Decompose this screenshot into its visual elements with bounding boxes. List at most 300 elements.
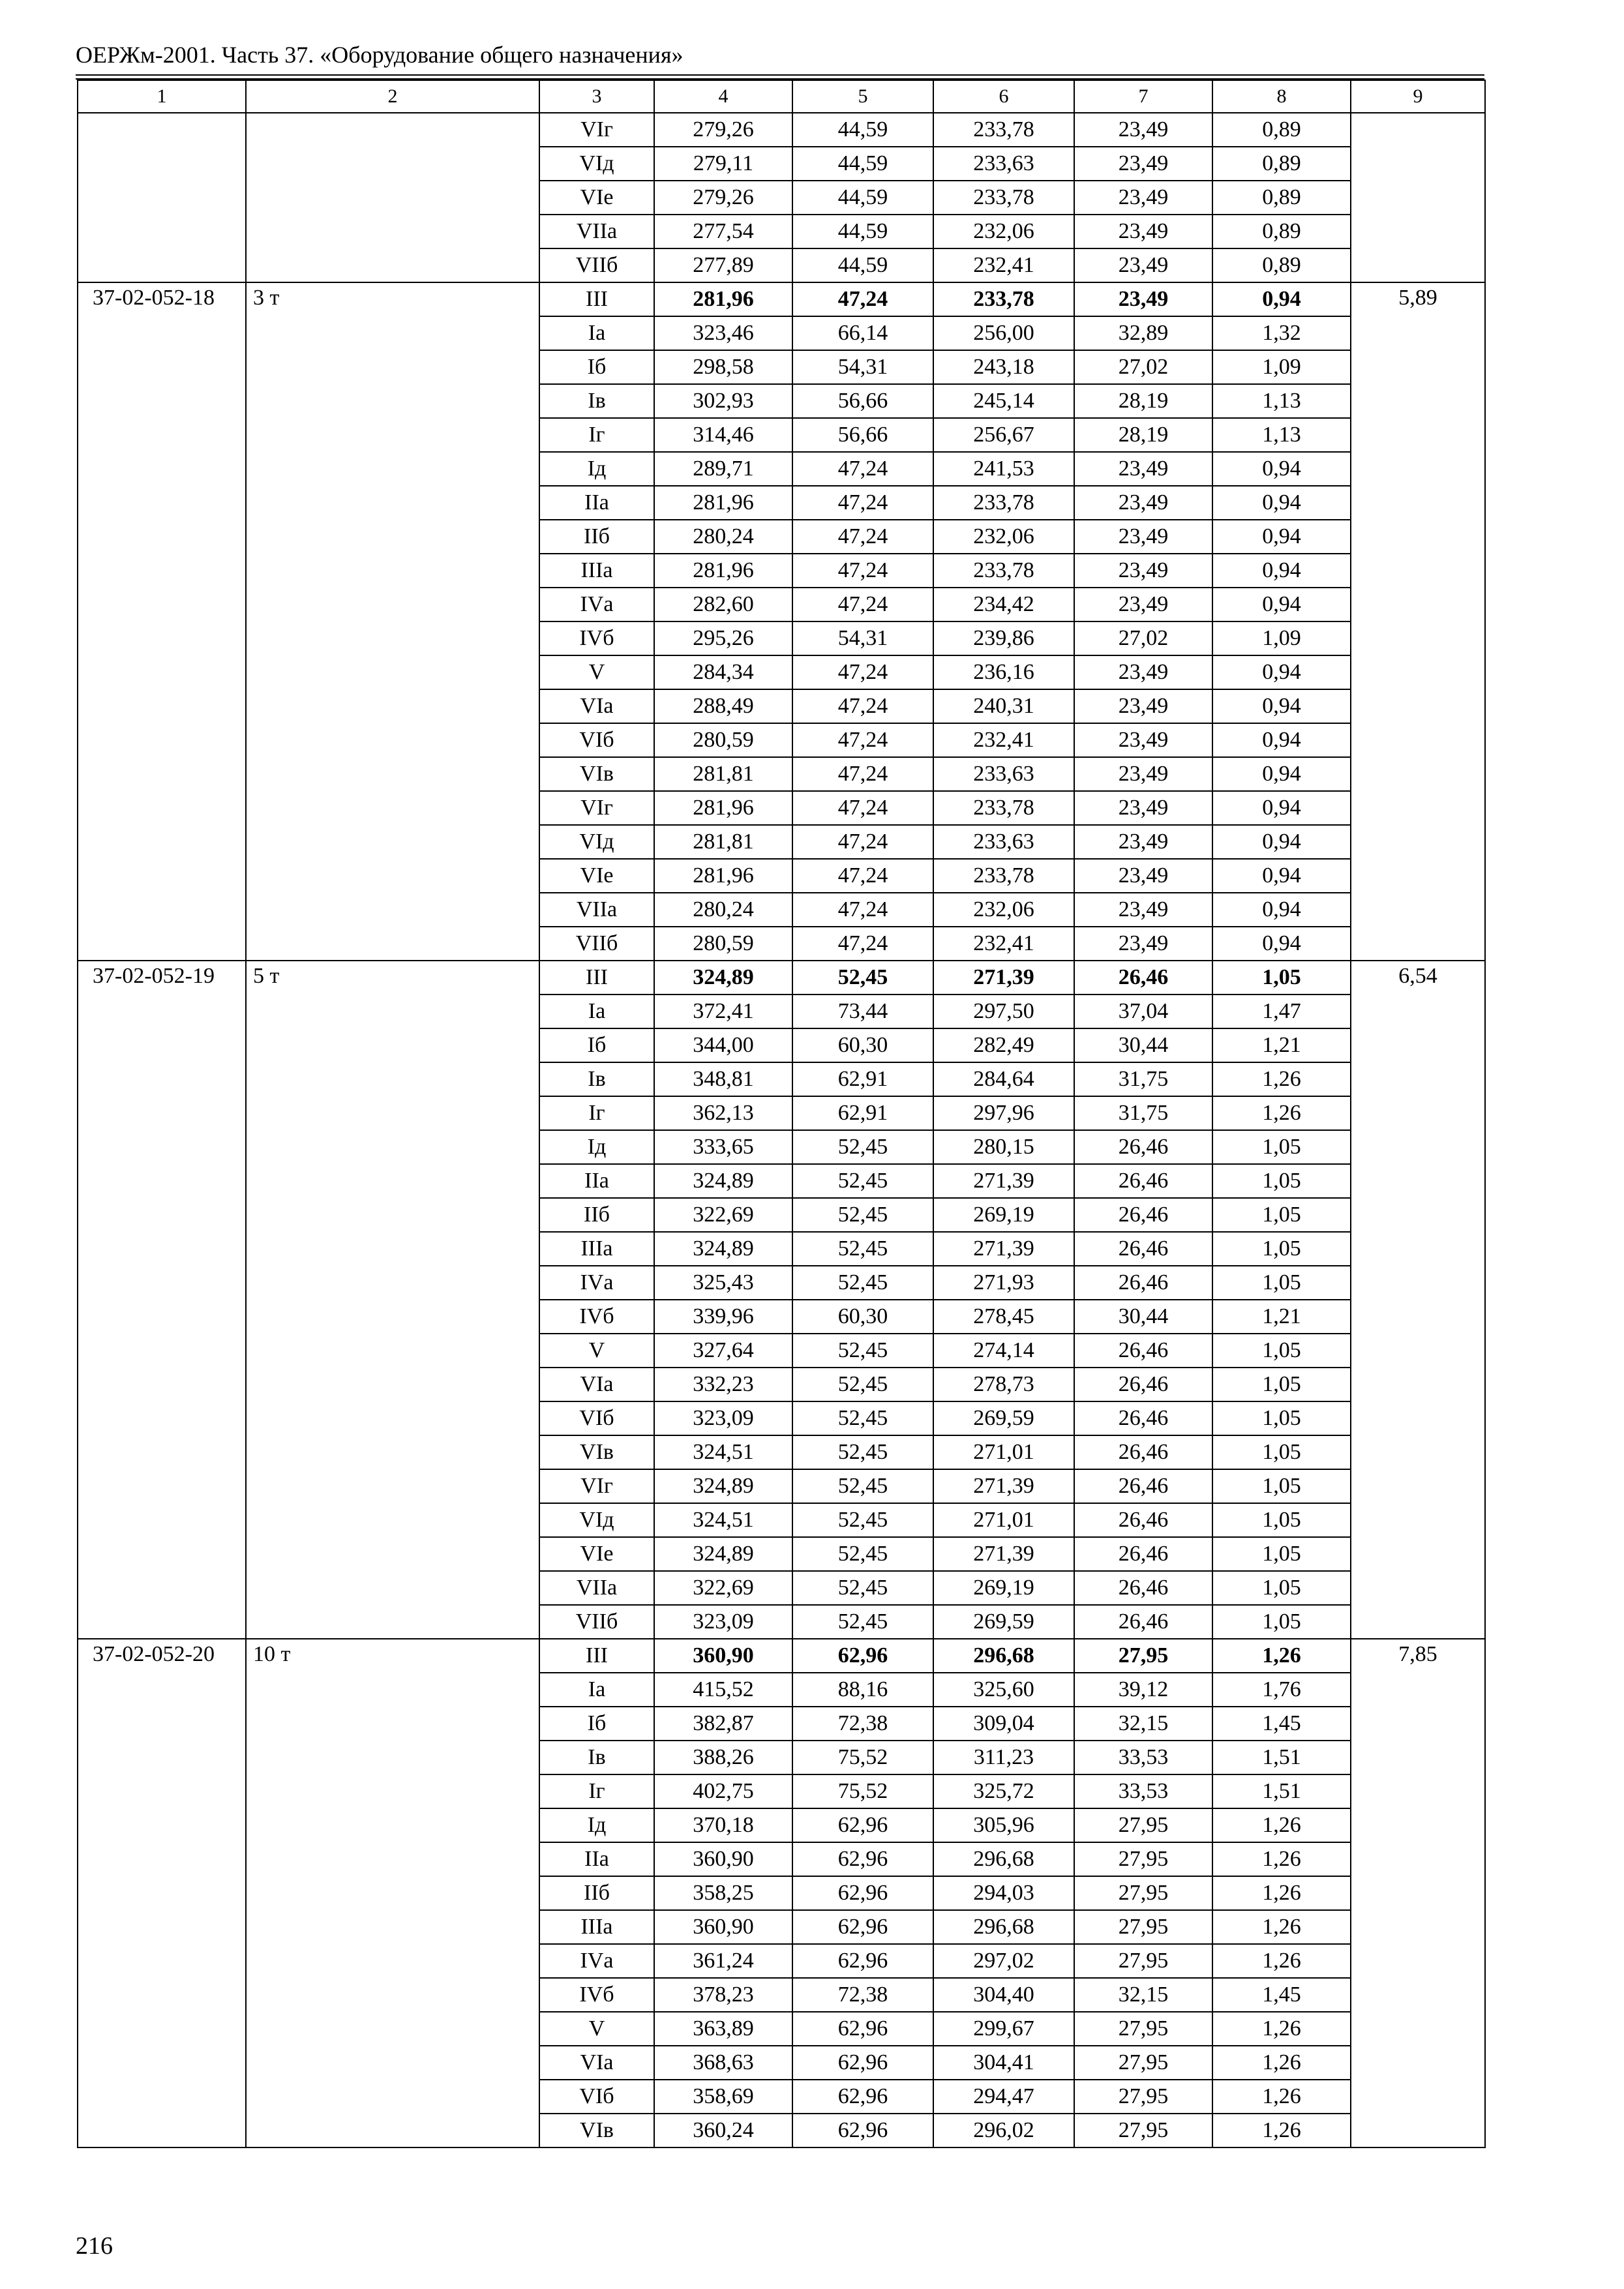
table-row — [78, 282, 1485, 316]
region-code: VIа — [539, 689, 654, 723]
materials-cost: 1,26 — [1212, 1808, 1351, 1842]
machine-cost: 294,47 — [933, 2080, 1074, 2114]
machinist-wage: 23,49 — [1074, 215, 1212, 248]
total-cost: 324,89 — [654, 1164, 792, 1198]
machine-cost: 233,78 — [933, 113, 1074, 147]
region-code: VIд — [539, 147, 654, 181]
labor-cost: 62,96 — [792, 1944, 933, 1978]
labor-cost: 47,24 — [792, 689, 933, 723]
materials-cost: 0,89 — [1212, 248, 1351, 282]
materials-cost: 0,94 — [1212, 791, 1351, 825]
materials-cost: 0,94 — [1212, 655, 1351, 689]
machine-cost: 256,67 — [933, 418, 1074, 452]
machine-cost: 233,78 — [933, 282, 1074, 316]
total-cost: 281,96 — [654, 282, 792, 316]
labor-cost: 52,45 — [792, 961, 933, 995]
materials-cost: 1,45 — [1212, 1978, 1351, 2012]
region-code: IIа — [539, 1842, 654, 1876]
region-code: IVб — [539, 1978, 654, 2012]
labor-cost: 52,45 — [792, 1334, 933, 1368]
machinist-wage: 33,53 — [1074, 1774, 1212, 1808]
labor-cost: 54,31 — [792, 621, 933, 655]
total-cost: 339,96 — [654, 1300, 792, 1334]
materials-cost: 1,05 — [1212, 1334, 1351, 1368]
machine-cost: 325,60 — [933, 1673, 1074, 1707]
machinist-wage: 26,46 — [1074, 1503, 1212, 1537]
materials-cost: 0,89 — [1212, 147, 1351, 181]
column-header: 8 — [1212, 80, 1351, 113]
region-code: IIа — [539, 1164, 654, 1198]
machinist-wage: 31,75 — [1074, 1062, 1212, 1096]
machine-cost: 271,39 — [933, 961, 1074, 995]
total-cost: 327,64 — [654, 1334, 792, 1368]
item-code: 37-02-052-18 — [78, 282, 246, 961]
total-cost: 358,69 — [654, 2080, 792, 2114]
total-cost: 323,46 — [654, 316, 792, 350]
total-cost: 280,59 — [654, 927, 792, 961]
labor-cost: 62,96 — [792, 1639, 933, 1673]
labor-hours — [1351, 113, 1485, 282]
machinist-wage: 27,95 — [1074, 1876, 1212, 1910]
machinist-wage: 30,44 — [1074, 1300, 1212, 1334]
labor-cost: 62,96 — [792, 2080, 933, 2114]
labor-cost: 47,24 — [792, 723, 933, 757]
labor-cost: 73,44 — [792, 995, 933, 1028]
machinist-wage: 26,46 — [1074, 1368, 1212, 1401]
machine-cost: 271,01 — [933, 1503, 1074, 1537]
machine-cost: 271,01 — [933, 1435, 1074, 1469]
total-cost: 279,26 — [654, 113, 792, 147]
item-code: 37-02-052-19 — [78, 961, 246, 1639]
region-code: VIe — [539, 1537, 654, 1571]
region-code: VIг — [539, 791, 654, 825]
region-code: IVб — [539, 621, 654, 655]
total-cost: 280,24 — [654, 520, 792, 554]
region-code: VIIб — [539, 927, 654, 961]
region-code: V — [539, 2012, 654, 2046]
total-cost: 298,58 — [654, 350, 792, 384]
labor-cost: 60,30 — [792, 1028, 933, 1062]
labor-cost: 62,96 — [792, 1876, 933, 1910]
item-code — [78, 113, 246, 282]
machine-cost: 311,23 — [933, 1741, 1074, 1774]
region-code: Iв — [539, 1741, 654, 1774]
labor-cost: 47,24 — [792, 486, 933, 520]
region-code: IIа — [539, 486, 654, 520]
region-code: Iа — [539, 995, 654, 1028]
labor-cost: 62,96 — [792, 1808, 933, 1842]
machinist-wage: 31,75 — [1074, 1096, 1212, 1130]
labor-cost: 52,45 — [792, 1198, 933, 1232]
machinist-wage: 27,02 — [1074, 621, 1212, 655]
labor-cost: 47,24 — [792, 452, 933, 486]
labor-cost: 62,96 — [792, 2046, 933, 2080]
materials-cost: 1,05 — [1212, 1266, 1351, 1300]
materials-cost: 1,05 — [1212, 1401, 1351, 1435]
column-header: 5 — [792, 80, 933, 113]
lifting-capacity: 3 т — [246, 282, 539, 961]
total-cost: 280,59 — [654, 723, 792, 757]
machine-cost: 271,39 — [933, 1232, 1074, 1266]
materials-cost: 0,94 — [1212, 588, 1351, 621]
total-cost: 281,81 — [654, 757, 792, 791]
machine-cost: 271,39 — [933, 1164, 1074, 1198]
total-cost: 277,54 — [654, 215, 792, 248]
machine-cost: 297,96 — [933, 1096, 1074, 1130]
column-number-row — [78, 80, 1485, 113]
column-header: 4 — [654, 80, 792, 113]
region-code: VIIб — [539, 248, 654, 282]
materials-cost: 1,26 — [1212, 1842, 1351, 1876]
machinist-wage: 27,95 — [1074, 1808, 1212, 1842]
machinist-wage: 23,49 — [1074, 486, 1212, 520]
machinist-wage: 23,49 — [1074, 181, 1212, 215]
total-cost: 325,43 — [654, 1266, 792, 1300]
region-code: III — [539, 961, 654, 995]
machinist-wage: 26,46 — [1074, 1469, 1212, 1503]
machinist-wage: 26,46 — [1074, 1198, 1212, 1232]
labor-cost: 62,96 — [792, 1842, 933, 1876]
machine-cost: 240,31 — [933, 689, 1074, 723]
materials-cost: 1,05 — [1212, 1469, 1351, 1503]
materials-cost: 1,26 — [1212, 2080, 1351, 2114]
region-code: VIIа — [539, 893, 654, 927]
total-cost: 323,09 — [654, 1401, 792, 1435]
labor-cost: 44,59 — [792, 181, 933, 215]
total-cost: 360,24 — [654, 2114, 792, 2147]
machine-cost: 241,53 — [933, 452, 1074, 486]
labor-cost: 44,59 — [792, 147, 933, 181]
machinist-wage: 26,46 — [1074, 1334, 1212, 1368]
region-code: Iа — [539, 1673, 654, 1707]
labor-cost: 52,45 — [792, 1164, 933, 1198]
labor-cost: 52,45 — [792, 1503, 933, 1537]
machinist-wage: 26,46 — [1074, 961, 1212, 995]
materials-cost: 1,76 — [1212, 1673, 1351, 1707]
region-code: IIIа — [539, 1910, 654, 1944]
materials-cost: 1,26 — [1212, 2046, 1351, 2080]
region-code: Iг — [539, 1096, 654, 1130]
machinist-wage: 27,95 — [1074, 1639, 1212, 1673]
labor-cost: 62,96 — [792, 1910, 933, 1944]
machine-cost: 305,96 — [933, 1808, 1074, 1842]
region-code: VIб — [539, 1401, 654, 1435]
labor-hours: 5,89 — [1351, 282, 1485, 961]
materials-cost: 1,13 — [1212, 418, 1351, 452]
region-code: VIв — [539, 1435, 654, 1469]
labor-cost: 88,16 — [792, 1673, 933, 1707]
region-code: VIв — [539, 757, 654, 791]
materials-cost: 1,05 — [1212, 1537, 1351, 1571]
region-code: IIб — [539, 1198, 654, 1232]
total-cost: 324,89 — [654, 1537, 792, 1571]
total-cost: 402,75 — [654, 1774, 792, 1808]
region-code: VIб — [539, 723, 654, 757]
total-cost: 324,51 — [654, 1503, 792, 1537]
region-code: VIIа — [539, 1571, 654, 1605]
machinist-wage: 28,19 — [1074, 384, 1212, 418]
machine-cost: 297,02 — [933, 1944, 1074, 1978]
total-cost: 378,23 — [654, 1978, 792, 2012]
region-code: Iв — [539, 1062, 654, 1096]
machine-cost: 271,39 — [933, 1469, 1074, 1503]
machine-cost: 278,73 — [933, 1368, 1074, 1401]
materials-cost: 0,94 — [1212, 757, 1351, 791]
materials-cost: 0,89 — [1212, 215, 1351, 248]
region-code: IVа — [539, 1266, 654, 1300]
labor-cost: 62,91 — [792, 1062, 933, 1096]
region-code: Iд — [539, 1808, 654, 1842]
labor-cost: 56,66 — [792, 384, 933, 418]
region-code: Iв — [539, 384, 654, 418]
labor-cost: 52,45 — [792, 1435, 933, 1469]
total-cost: 324,89 — [654, 1469, 792, 1503]
total-cost: 282,60 — [654, 588, 792, 621]
machine-cost: 278,45 — [933, 1300, 1074, 1334]
labor-cost: 47,24 — [792, 927, 933, 961]
total-cost: 302,93 — [654, 384, 792, 418]
materials-cost: 1,51 — [1212, 1741, 1351, 1774]
region-code: VIд — [539, 825, 654, 859]
table-row — [78, 1639, 1485, 1673]
region-code: V — [539, 1334, 654, 1368]
labor-cost: 44,59 — [792, 248, 933, 282]
total-cost: 348,81 — [654, 1062, 792, 1096]
region-code: VIа — [539, 1368, 654, 1401]
materials-cost: 1,47 — [1212, 995, 1351, 1028]
materials-cost: 1,26 — [1212, 1944, 1351, 1978]
machinist-wage: 27,95 — [1074, 1842, 1212, 1876]
machine-cost: 304,41 — [933, 2046, 1074, 2080]
labor-cost: 72,38 — [792, 1978, 933, 2012]
labor-cost: 62,96 — [792, 2114, 933, 2147]
labor-cost: 60,30 — [792, 1300, 933, 1334]
machinist-wage: 26,46 — [1074, 1435, 1212, 1469]
machinist-wage: 23,49 — [1074, 588, 1212, 621]
total-cost: 289,71 — [654, 452, 792, 486]
running-header: ОЕРЖм-2001. Часть 37. «Оборудование общего назначения» — [76, 42, 684, 68]
machine-cost: 245,14 — [933, 384, 1074, 418]
materials-cost: 0,94 — [1212, 825, 1351, 859]
machinist-wage: 23,49 — [1074, 689, 1212, 723]
region-code: IIIа — [539, 1232, 654, 1266]
machine-cost: 294,03 — [933, 1876, 1074, 1910]
machinist-wage: 27,95 — [1074, 1910, 1212, 1944]
total-cost: 279,11 — [654, 147, 792, 181]
total-cost: 322,69 — [654, 1198, 792, 1232]
materials-cost: 1,26 — [1212, 1639, 1351, 1673]
materials-cost: 1,05 — [1212, 1435, 1351, 1469]
labor-cost: 62,91 — [792, 1096, 933, 1130]
total-cost: 360,90 — [654, 1842, 792, 1876]
materials-cost: 0,94 — [1212, 520, 1351, 554]
table-body — [78, 113, 1485, 2147]
machinist-wage: 23,49 — [1074, 452, 1212, 486]
total-cost: 280,24 — [654, 893, 792, 927]
total-cost: 333,65 — [654, 1130, 792, 1164]
materials-cost: 0,94 — [1212, 554, 1351, 588]
labor-cost: 47,24 — [792, 655, 933, 689]
machinist-wage: 26,46 — [1074, 1232, 1212, 1266]
materials-cost: 1,26 — [1212, 2114, 1351, 2147]
machine-cost: 233,78 — [933, 859, 1074, 893]
materials-cost: 0,89 — [1212, 181, 1351, 215]
machinist-wage: 23,49 — [1074, 757, 1212, 791]
machinist-wage: 23,49 — [1074, 113, 1212, 147]
machinist-wage: 26,46 — [1074, 1130, 1212, 1164]
total-cost: 324,89 — [654, 1232, 792, 1266]
machinist-wage: 26,46 — [1074, 1605, 1212, 1639]
total-cost: 314,46 — [654, 418, 792, 452]
machine-cost: 232,41 — [933, 723, 1074, 757]
machine-cost: 296,02 — [933, 2114, 1074, 2147]
materials-cost: 1,45 — [1212, 1707, 1351, 1741]
region-code: VIe — [539, 181, 654, 215]
region-code: VIг — [539, 113, 654, 147]
region-code: VIe — [539, 859, 654, 893]
machinist-wage: 23,49 — [1074, 859, 1212, 893]
machinist-wage: 27,95 — [1074, 2046, 1212, 2080]
total-cost: 382,87 — [654, 1707, 792, 1741]
labor-cost: 52,45 — [792, 1266, 933, 1300]
item-code: 37-02-052-20 — [78, 1639, 246, 2147]
machinist-wage: 32,15 — [1074, 1978, 1212, 2012]
lifting-capacity: 5 т — [246, 961, 539, 1639]
machine-cost: 269,19 — [933, 1198, 1074, 1232]
machine-cost: 271,39 — [933, 1537, 1074, 1571]
materials-cost: 1,21 — [1212, 1028, 1351, 1062]
region-code: VIд — [539, 1503, 654, 1537]
total-cost: 281,81 — [654, 825, 792, 859]
materials-cost: 1,26 — [1212, 1096, 1351, 1130]
materials-cost: 1,09 — [1212, 621, 1351, 655]
region-code: III — [539, 282, 654, 316]
machine-cost: 232,06 — [933, 520, 1074, 554]
table-row — [78, 961, 1485, 995]
machinist-wage: 37,04 — [1074, 995, 1212, 1028]
column-header: 7 — [1074, 80, 1212, 113]
materials-cost: 1,26 — [1212, 1876, 1351, 1910]
total-cost: 372,41 — [654, 995, 792, 1028]
machine-cost: 280,15 — [933, 1130, 1074, 1164]
machine-cost: 282,49 — [933, 1028, 1074, 1062]
region-code: VIг — [539, 1469, 654, 1503]
region-code: IIб — [539, 1876, 654, 1910]
materials-cost: 1,26 — [1212, 1062, 1351, 1096]
region-code: Iб — [539, 1707, 654, 1741]
machinist-wage: 23,49 — [1074, 825, 1212, 859]
machinist-wage: 32,15 — [1074, 1707, 1212, 1741]
machinist-wage: 39,12 — [1074, 1673, 1212, 1707]
machinist-wage: 26,46 — [1074, 1401, 1212, 1435]
machine-cost: 269,59 — [933, 1605, 1074, 1639]
materials-cost: 1,51 — [1212, 1774, 1351, 1808]
machine-cost: 232,41 — [933, 927, 1074, 961]
region-code: IVа — [539, 588, 654, 621]
region-code: VIIб — [539, 1605, 654, 1639]
labor-cost: 44,59 — [792, 113, 933, 147]
total-cost: 281,96 — [654, 486, 792, 520]
total-cost: 284,34 — [654, 655, 792, 689]
materials-cost: 1,05 — [1212, 1571, 1351, 1605]
machine-cost: 296,68 — [933, 1842, 1074, 1876]
labor-cost: 62,96 — [792, 2012, 933, 2046]
materials-cost: 0,94 — [1212, 859, 1351, 893]
machine-cost: 233,63 — [933, 825, 1074, 859]
total-cost: 281,96 — [654, 554, 792, 588]
machine-cost: 239,86 — [933, 621, 1074, 655]
machine-cost: 233,63 — [933, 757, 1074, 791]
region-code: Iд — [539, 452, 654, 486]
machinist-wage: 27,95 — [1074, 2114, 1212, 2147]
materials-cost: 0,94 — [1212, 723, 1351, 757]
machinist-wage: 23,49 — [1074, 554, 1212, 588]
machine-cost: 296,68 — [933, 1639, 1074, 1673]
machine-cost: 236,16 — [933, 655, 1074, 689]
page-number: 216 — [76, 2232, 113, 2260]
column-header: 1 — [78, 80, 246, 113]
machinist-wage: 23,49 — [1074, 282, 1212, 316]
machinist-wage: 23,49 — [1074, 655, 1212, 689]
labor-cost: 52,45 — [792, 1469, 933, 1503]
region-code: III — [539, 1639, 654, 1673]
price-table — [77, 80, 1486, 2148]
materials-cost: 0,94 — [1212, 689, 1351, 723]
region-code: IVб — [539, 1300, 654, 1334]
total-cost: 360,90 — [654, 1639, 792, 1673]
machinist-wage: 27,02 — [1074, 350, 1212, 384]
machinist-wage: 23,49 — [1074, 248, 1212, 282]
machinist-wage: 23,49 — [1074, 147, 1212, 181]
labor-cost: 56,66 — [792, 418, 933, 452]
materials-cost: 1,26 — [1212, 2012, 1351, 2046]
total-cost: 361,24 — [654, 1944, 792, 1978]
region-code: VIа — [539, 2046, 654, 2080]
total-cost: 281,96 — [654, 859, 792, 893]
total-cost: 370,18 — [654, 1808, 792, 1842]
machine-cost: 233,78 — [933, 181, 1074, 215]
machinist-wage: 23,49 — [1074, 723, 1212, 757]
machinist-wage: 30,44 — [1074, 1028, 1212, 1062]
header-rule — [76, 74, 1484, 80]
machine-cost: 309,04 — [933, 1707, 1074, 1741]
labor-cost: 47,24 — [792, 757, 933, 791]
materials-cost: 1,13 — [1212, 384, 1351, 418]
region-code: V — [539, 655, 654, 689]
labor-cost: 54,31 — [792, 350, 933, 384]
region-code: VIIа — [539, 215, 654, 248]
machinist-wage: 26,46 — [1074, 1266, 1212, 1300]
machinist-wage: 27,95 — [1074, 1944, 1212, 1978]
materials-cost: 1,05 — [1212, 1130, 1351, 1164]
labor-cost: 47,24 — [792, 893, 933, 927]
region-code: IVа — [539, 1944, 654, 1978]
labor-cost: 75,52 — [792, 1741, 933, 1774]
machinist-wage: 26,46 — [1074, 1537, 1212, 1571]
total-cost: 324,89 — [654, 961, 792, 995]
materials-cost: 1,05 — [1212, 1232, 1351, 1266]
materials-cost: 0,94 — [1212, 927, 1351, 961]
machine-cost: 299,67 — [933, 2012, 1074, 2046]
labor-cost: 75,52 — [792, 1774, 933, 1808]
labor-cost: 47,24 — [792, 859, 933, 893]
machinist-wage: 23,49 — [1074, 893, 1212, 927]
machine-cost: 233,63 — [933, 147, 1074, 181]
materials-cost: 1,26 — [1212, 1910, 1351, 1944]
machine-cost: 233,78 — [933, 486, 1074, 520]
labor-hours: 6,54 — [1351, 961, 1485, 1639]
materials-cost: 0,94 — [1212, 452, 1351, 486]
